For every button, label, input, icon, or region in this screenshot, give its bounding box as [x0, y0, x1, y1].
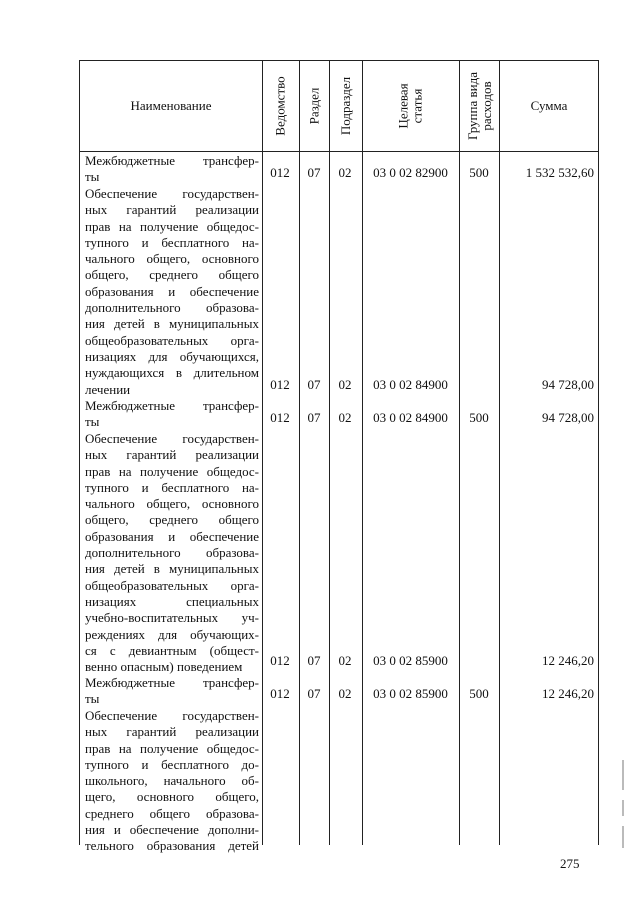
table-border-left [79, 60, 80, 845]
header-celevaya: Целевая статья [395, 82, 425, 129]
cell-podrazdel: 02 [338, 686, 352, 701]
cell-celevaya: 03 0 02 84900 [373, 410, 448, 425]
table-border-right [598, 60, 599, 845]
cell-razdel: 07 [307, 686, 321, 701]
cell-gruppa: 500 [469, 686, 489, 701]
header-summa: Сумма [530, 97, 568, 113]
page-number: 275 [560, 856, 580, 871]
cell-summa: 1 532 532,60 [525, 165, 594, 180]
header-name: Наименование [130, 97, 212, 113]
cell-ved: 012 [270, 165, 290, 180]
cell-celevaya: 03 0 02 84900 [373, 377, 448, 392]
cell-celevaya: 03 0 02 82900 [373, 165, 448, 180]
cell-ved: 012 [270, 377, 290, 392]
header-ved: Ведомство [273, 75, 288, 136]
cell-podrazdel: 02 [338, 653, 352, 668]
cell-podrazdel: 02 [338, 165, 352, 180]
cell-summa: 94 728,00 [542, 377, 594, 392]
header-gruppa: Группа вида расходов [464, 71, 494, 140]
cell-podrazdel: 02 [338, 377, 352, 392]
cell-summa: 12 246,20 [542, 653, 594, 668]
cell-ved: 012 [270, 653, 290, 668]
row-desc-1: Межбюджетные трансфер- ты [85, 153, 259, 185]
cell-ved: 012 [270, 410, 290, 425]
row-desc-2: Обеспечение государствен- ных гарантий реализации прав на получение общедос- тупного и бесплатного на- чального общего, основного общего, среднего общего образования и обеспечение дополнительного образова- ния детей в муниципальных общеобразовательных орга- низациях для обучающихся, нуждающихся в длительном лечении [85, 186, 259, 397]
table-header-border [79, 151, 599, 152]
cell-razdel: 07 [307, 410, 321, 425]
cell-ved: 012 [270, 686, 290, 701]
row-desc-4: Обеспечение государствен- ных гарантий реализации прав на получение общедос- тупного и бесплатного на- чального общего, основного общего, среднего общего образования и обеспечение дополнительного образова- ния детей в муниципальных общеобразовательных орга- низациях специальных учебно-воспитательных уч- реждениях для обучающих- ся с девиантным (общест- венно опасным) поведением [85, 431, 259, 675]
scan-artifact [622, 800, 624, 816]
cell-razdel: 07 [307, 653, 321, 668]
cell-razdel: 07 [307, 377, 321, 392]
header-podrazdel: Подраздел [338, 76, 354, 135]
cell-gruppa: 500 [469, 165, 489, 180]
cell-summa: 12 246,20 [542, 686, 594, 701]
row-desc-5: Межбюджетные трансфер- ты [85, 675, 259, 707]
row-desc-3: Межбюджетные трансфер- ты [85, 398, 259, 430]
scan-artifact [622, 826, 624, 848]
cell-podrazdel: 02 [338, 410, 352, 425]
row-desc-6: Обеспечение государствен- ных гарантий реализации прав на получение общедос- тупного и бесплатного до- школьного, начального об- щего, основного общего, среднего общего образова- ния и обеспечение дополни- тельного образования детей [85, 708, 259, 854]
cell-summa: 94 728,00 [542, 410, 594, 425]
cell-celevaya: 03 0 02 85900 [373, 653, 448, 668]
cell-celevaya: 03 0 02 85900 [373, 686, 448, 701]
cell-razdel: 07 [307, 165, 321, 180]
header-razdel: Раздел [306, 87, 322, 124]
cell-gruppa: 500 [469, 410, 489, 425]
scan-artifact [622, 760, 624, 790]
